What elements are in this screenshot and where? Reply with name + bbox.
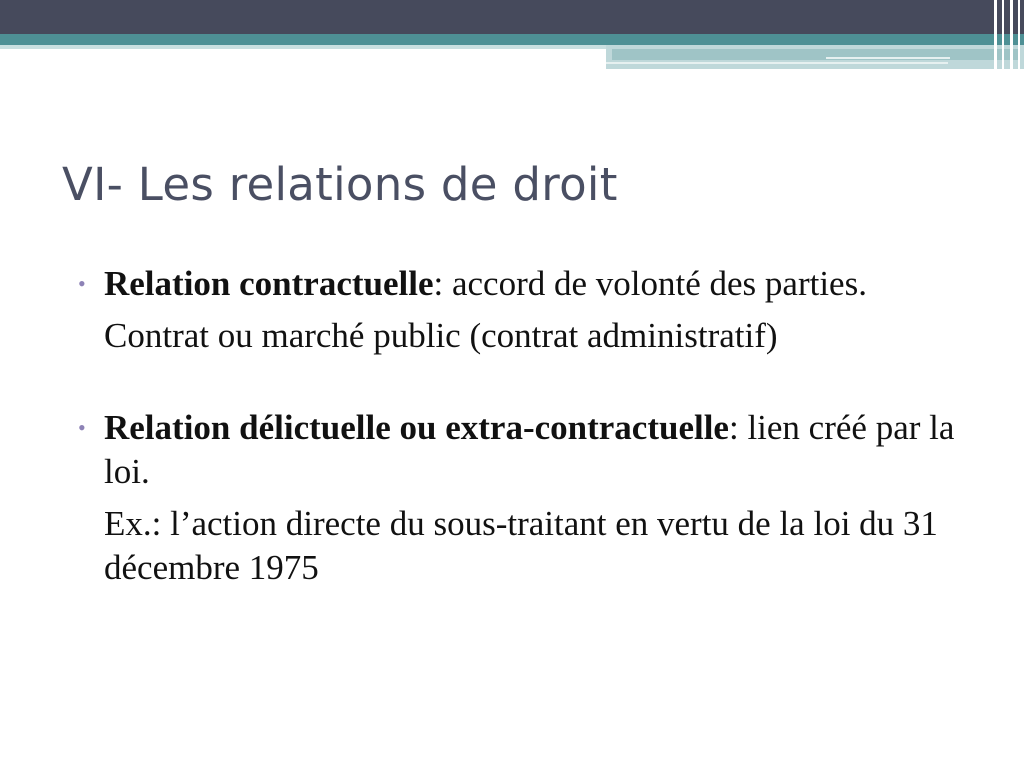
bullet-text bbox=[104, 406, 978, 494]
bullet-separator: : bbox=[728, 408, 739, 447]
header-stripe bbox=[1002, 0, 1004, 69]
bullet-definition: accord de volonté des parties. bbox=[443, 264, 867, 303]
header-tab-inner bbox=[612, 49, 1018, 60]
bullet-term: Relation contractuelle bbox=[104, 264, 434, 303]
header-rule bbox=[606, 62, 948, 64]
bullet-text bbox=[104, 262, 978, 306]
header-stripe bbox=[1010, 0, 1013, 69]
header-stripe bbox=[1018, 0, 1020, 69]
header-stripe bbox=[994, 0, 997, 69]
bullet-detail: Contrat ou marché public (contrat administratif) bbox=[104, 316, 778, 355]
bullet-item bbox=[78, 406, 978, 590]
header-band-dark bbox=[0, 0, 1024, 34]
bullet-detail: Ex.: l’action directe du sous-traitant en vertu de la loi du 31 décembre 1975 bbox=[104, 504, 938, 587]
bullet-definition: lien créé par la loi. bbox=[104, 408, 955, 491]
bullet-icon: • bbox=[78, 271, 86, 296]
bullet-term: Relation délictuelle ou extra-contractuelle bbox=[104, 408, 729, 447]
header-rule-short bbox=[826, 57, 950, 59]
bullet-icon: • bbox=[78, 415, 86, 440]
header-band-teal bbox=[0, 34, 1024, 45]
bullet-separator: : bbox=[433, 264, 444, 303]
slide-body bbox=[78, 262, 978, 590]
bullet-item bbox=[78, 262, 978, 358]
slide-title: VI- Les relations de droit bbox=[62, 158, 618, 211]
